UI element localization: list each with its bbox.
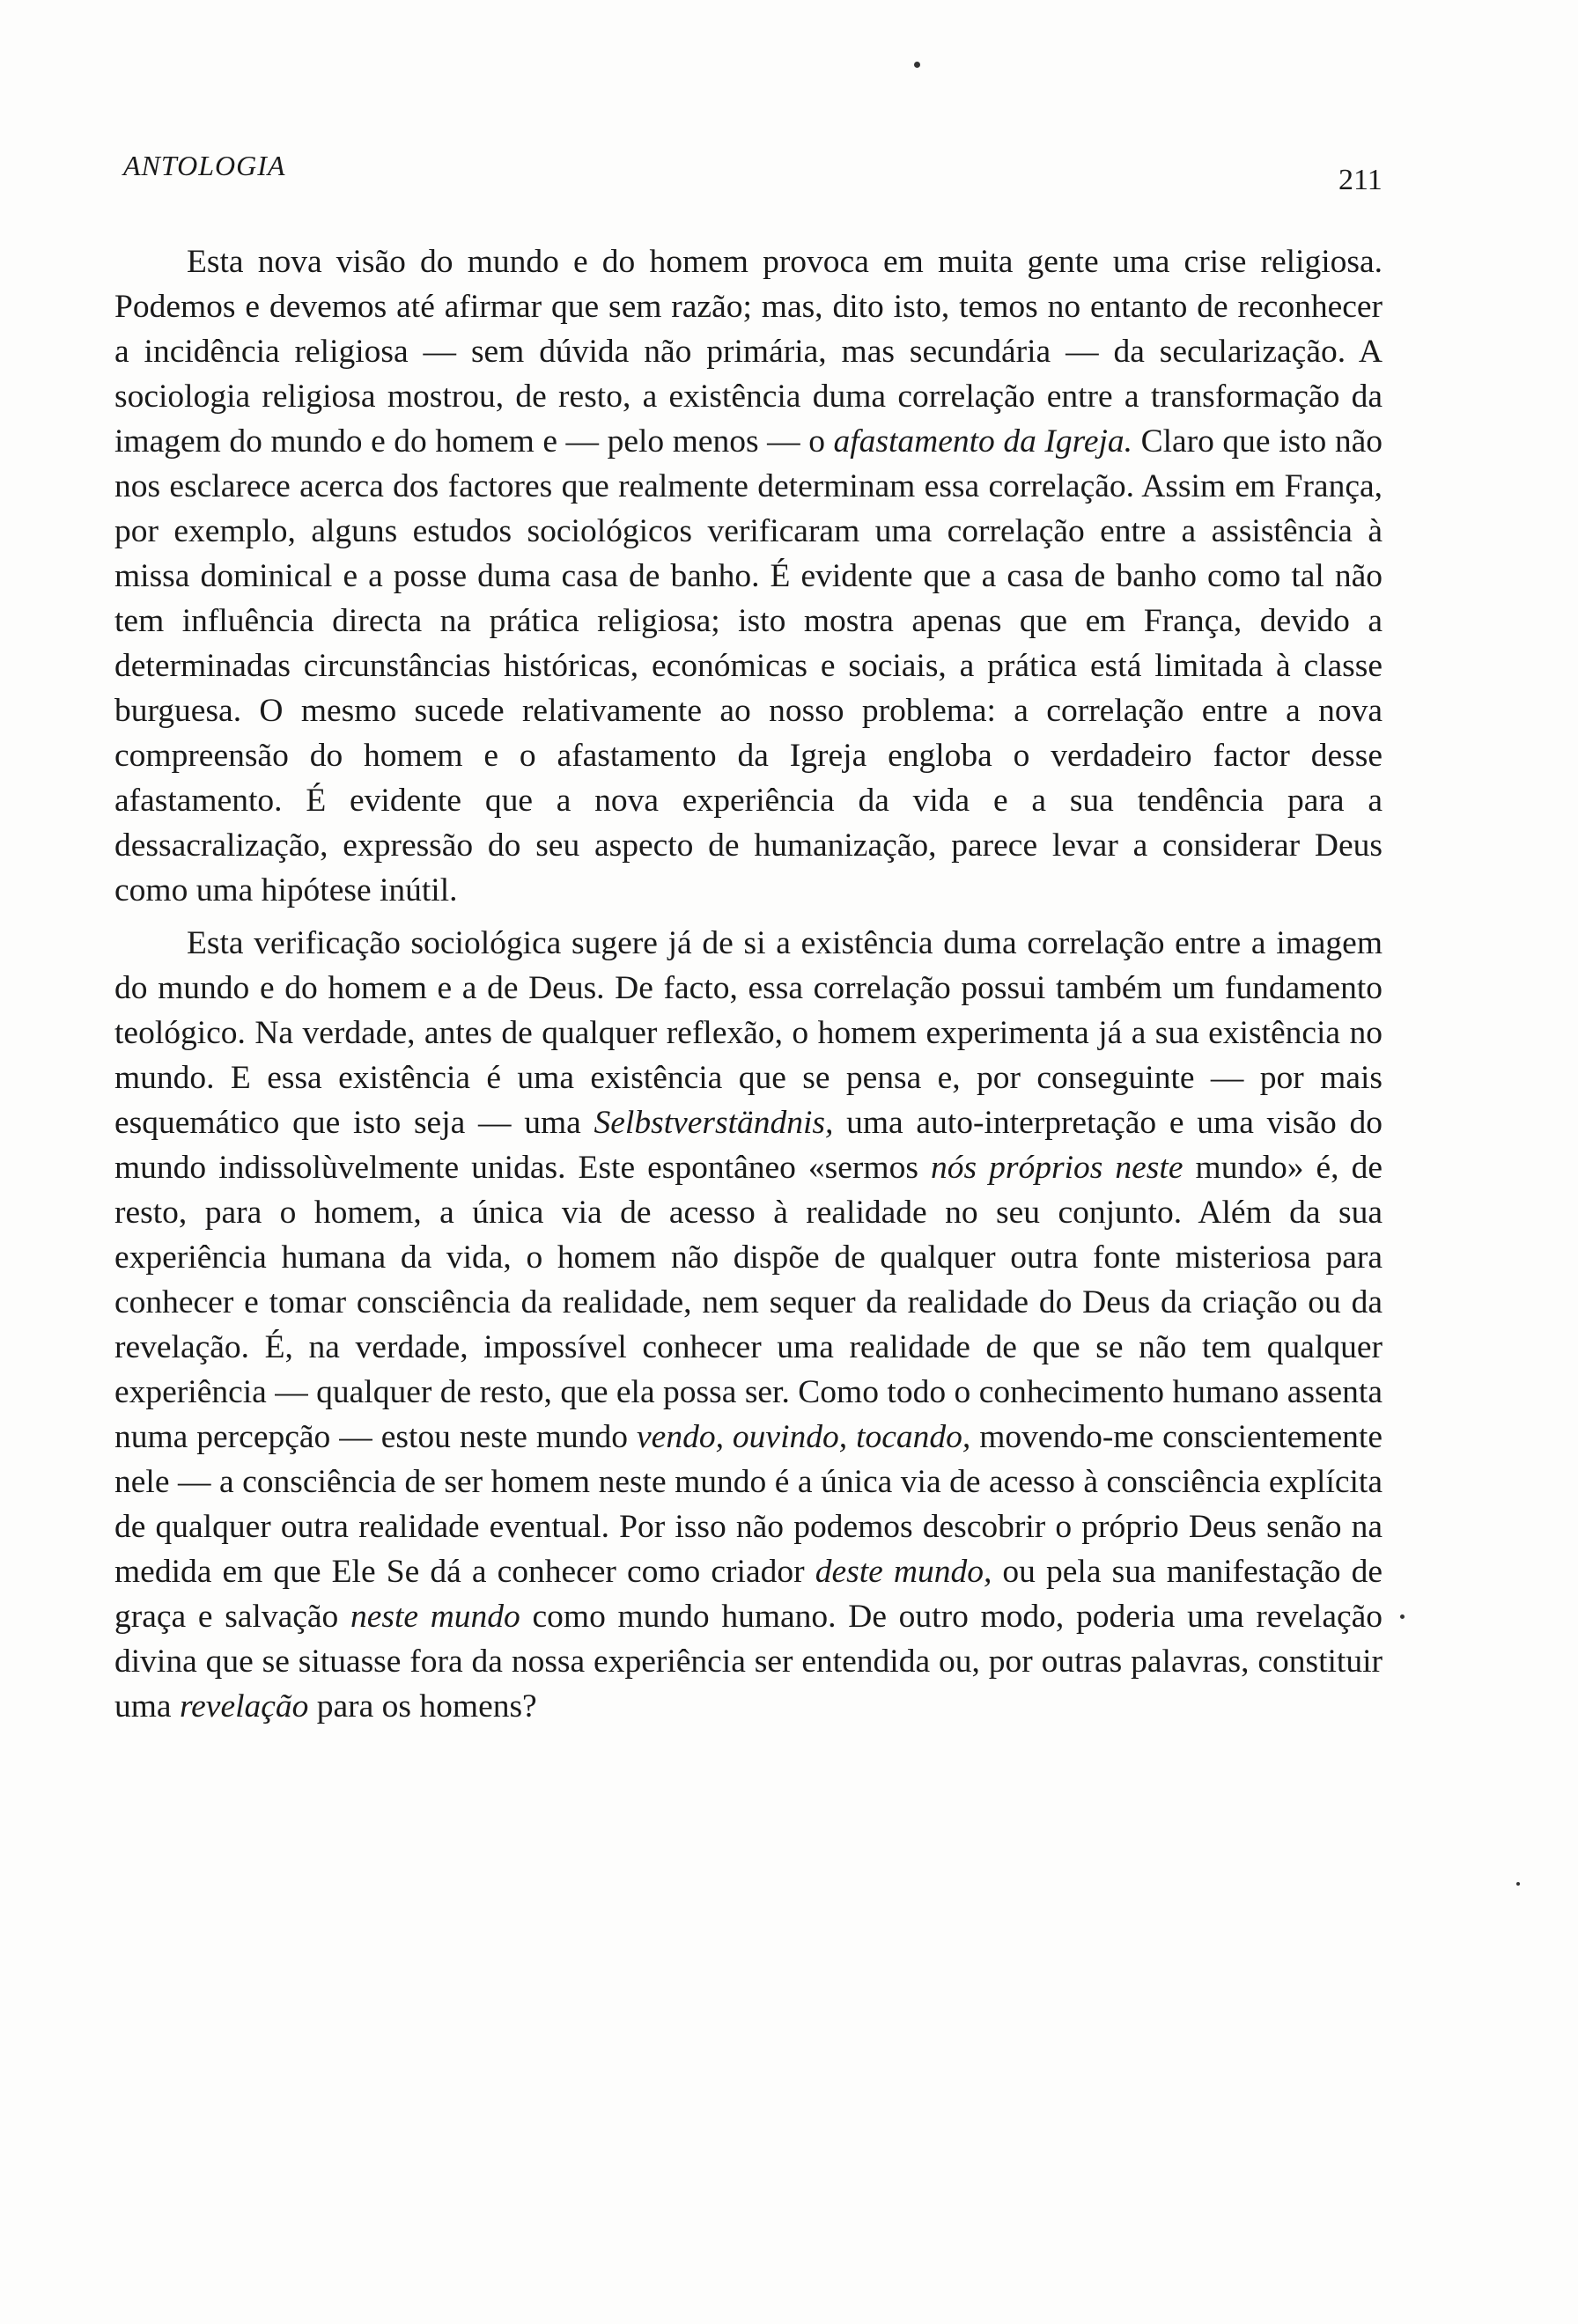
italic-segment: revelação xyxy=(179,1688,309,1725)
italic-segment: neste mundo xyxy=(350,1599,520,1635)
text-segment: para os homens? xyxy=(308,1688,537,1725)
page-number: 211 xyxy=(1338,164,1383,196)
running-title: ANTOLOGIA xyxy=(123,150,286,181)
scan-speck xyxy=(1400,1614,1405,1619)
paragraph xyxy=(114,921,1383,1729)
scan-speck xyxy=(1516,1882,1520,1886)
paragraph xyxy=(114,239,1383,913)
italic-segment: nós próprios neste xyxy=(930,1150,1184,1186)
text-segment: Esta verificação sociológica sugere já de si a existência duma correlação entre a imagem do mundo e do homem e a de Deus. De facto, essa correlação possui também um fundamento teológico. Na verdade, antes de qualquer reflexão, o homem experimenta já a sua existência no mundo. E essa existência é uma existência que se pensa e, por conseguinte — por mais esquemático que isto seja — uma xyxy=(114,925,1383,1141)
italic-segment: Selbstverständnis, xyxy=(594,1105,834,1141)
text-segment: Claro que isto não nos esclarece acerca dos factores que realmente determinam essa correlação. Assim em França, por exemplo, alguns estudos sociológicos verificaram uma correlação entre a assistência à missa dominical e a posse duma casa de banho. É evidente que a casa de banho como tal não tem influência directa na prática religiosa; isto mostra apenas que em França, devido a determinadas circunstâncias históricas, económicas e sociais, a prática está limitada à classe burguesa. O mesmo sucede relativamente ao nosso problema: a correlação entre a nova compreensão do homem e o afastamento da Igreja engloba o verdadeiro factor desse afastamento. É evidente que a nova experiência da vida e a sua tendência para a dessacralização, expressão do seu aspecto de humanização, parece levar a considerar Deus como uma hipótese inútil. xyxy=(114,423,1383,908)
italic-segment: vendo, ouvindo, tocando, xyxy=(637,1419,971,1455)
italic-segment: deste mundo, xyxy=(815,1554,992,1590)
text-segment: como mundo humano. De outro modo, poderia uma revelação divina que se situasse fora da nossa experiência ser entendida ou, por outras palavras, constituir uma xyxy=(114,1599,1383,1725)
text-segment: Esta nova visão do mundo e do homem provoca em muita gente uma crise religiosa. Podemos e devemos até afirmar que sem razão; mas, dito isto, temos no entanto de reconhecer a incidência religiosa — sem dúvida não primária, mas secundária — da secularização. A sociologia religiosa mostrou, de resto, a existência duma correlação entre a transformação da imagem do mundo e do homem e — pelo menos — o xyxy=(114,244,1383,460)
text-segment: movendo-me conscientemente nele — a consciência de ser homem neste mundo é a única via de acesso à consciência explícita de qualquer outra realidade eventual. Por isso não podemos descobrir o próprio Deus senão na medida em que Ele Se dá a conhecer como criador xyxy=(114,1419,1383,1590)
text-segment: mundo» é, de resto, para o homem, a única via de acesso à realidade no seu conjunto. Além da sua experiência humana da vida, o homem não dispõe de qualquer outra fonte misteriosa para conhecer e tomar consciência da realidade, nem sequer da realidade do Deus da criação ou da revelação. É, na verdade, impossível conhecer uma realidade de que se não tem qualquer experiência — qualquer de resto, que ela possa ser. Como todo o conhecimento humano assenta numa percepção — estou neste mundo xyxy=(114,1150,1383,1455)
scan-speck xyxy=(914,62,920,68)
text-segment: uma auto-interpretação e uma visão do mundo indissolùvelmente unidas. Este espontâneo «sermos xyxy=(114,1105,1383,1186)
italic-segment: afastamento da Igreja. xyxy=(833,423,1133,460)
body-text xyxy=(114,239,1383,1729)
text-segment: ou pela sua manifestação de graça e salvação xyxy=(114,1554,1383,1635)
